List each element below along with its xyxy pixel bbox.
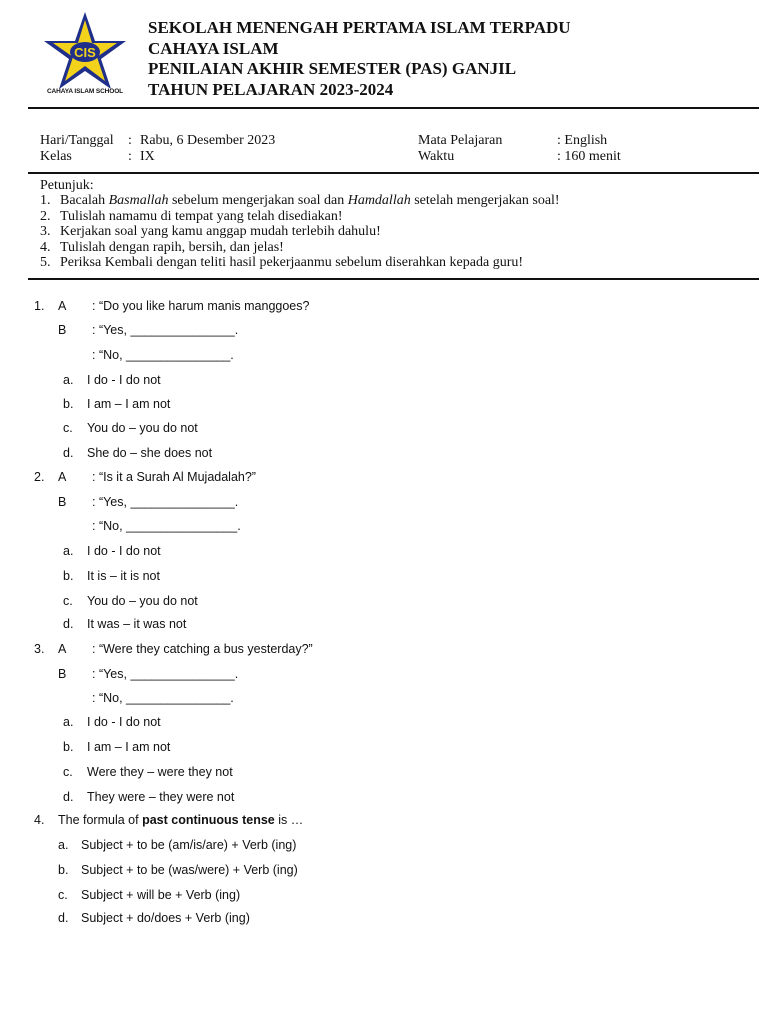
- option-d: They were – they were not: [87, 790, 235, 804]
- option-a: I do - I do not: [87, 544, 161, 558]
- instruction-item: 3. Kerjakan soal yang kamu anggap mudah terlebih dahulu!: [40, 224, 381, 240]
- option-c: You do – you do not: [87, 594, 198, 608]
- option-b: It is – it is not: [87, 569, 160, 583]
- exam-info-right: [418, 133, 621, 164]
- header-line-1: SEKOLAH MENENGAH PERTAMA ISLAM TERPADU: [148, 18, 571, 37]
- instruction-item: 5. Periksa Kembali dengan teliti hasil pekerjaanmu sebelum diserahkan kepada guru!: [40, 255, 524, 271]
- instruction-item: 1. Bacalah Basmallah sebelum mengerjakan soal dan Hamdallah setelah mengerjakan soal!: [40, 193, 560, 209]
- class-value: IX: [140, 148, 155, 164]
- instructions: [40, 178, 560, 270]
- dialogue-a: : “Do you like harum manis manggoes?: [92, 299, 310, 313]
- option-d: Subject + do/does + Verb (ing): [81, 911, 250, 925]
- class-label: Kelas: [40, 148, 72, 164]
- option-a: Subject + to be (am/is/are) + Verb (ing): [81, 838, 297, 852]
- school-header: [148, 18, 571, 100]
- school-logo: [40, 10, 130, 98]
- info-divider: [28, 172, 759, 174]
- dialogue-b-no: : “No, ________________.: [92, 519, 241, 533]
- dialogue-a: : “Were they catching a bus yesterday?”: [92, 642, 313, 656]
- instruction-item: 4. Tulislah dengan rapih, bersih, dan jelas!: [40, 239, 284, 255]
- option-b: I am – I am not: [87, 740, 171, 754]
- dialogue-b-yes: : “Yes, _______________.: [92, 323, 239, 337]
- dialogue-a: : “Is it a Surah Al Mujadalah?”: [92, 470, 256, 484]
- question-number: 1.: [34, 299, 45, 313]
- subject-value: : English: [557, 133, 608, 148]
- question-number: 3.: [34, 642, 45, 656]
- day-date-value: Rabu, 6 Desember 2023: [140, 133, 276, 148]
- question-number: 2.: [34, 470, 45, 484]
- option-c: Were they – were they not: [87, 765, 233, 779]
- dialogue-b-yes: : “Yes, _______________.: [92, 667, 239, 681]
- option-a: I do - I do not: [87, 715, 161, 729]
- dialogue-b-no: : “No, _______________.: [92, 691, 234, 705]
- exam-info-left: Hari/Tanggal : Rabu, 6 Desember 2023 Kelas : IX: [40, 133, 276, 164]
- question-text: The formula of past continuous tense is …: [58, 813, 304, 827]
- option-d: It was – it was not: [87, 617, 187, 631]
- option-c: Subject + will be + Verb (ing): [81, 888, 241, 902]
- instructions-divider: [28, 278, 759, 280]
- dialogue-b-no: : “No, _______________.: [92, 348, 234, 362]
- header-line-2: CAHAYA ISLAM: [148, 38, 279, 58]
- logo-caption: CAHAYA ISLAM SCHOOL: [46, 88, 124, 95]
- instructions-title: Petunjuk:: [40, 178, 94, 193]
- logo-initials: CIS: [74, 45, 96, 60]
- question-number: 4.: [34, 813, 45, 827]
- header-divider: [28, 107, 759, 109]
- time-value: : 160 menit: [557, 148, 621, 164]
- dialogue-b-yes: : “Yes, _______________.: [92, 495, 239, 509]
- time-label: Waktu: [418, 148, 455, 164]
- option-c: You do – you do not: [87, 421, 198, 435]
- option-b: I am – I am not: [87, 397, 171, 411]
- subject-label: Mata Pelajaran: [418, 133, 503, 148]
- option-d: She do – she does not: [87, 446, 213, 460]
- option-b: Subject + to be (was/were) + Verb (ing): [81, 863, 298, 877]
- header-line-4: TAHUN PELAJARAN 2023-2024: [148, 79, 394, 99]
- day-date-label: Hari/Tanggal: [40, 133, 114, 148]
- option-a: I do - I do not: [87, 373, 161, 387]
- header-line-3: PENILAIAN AKHIR SEMESTER (PAS) GANJIL: [148, 59, 517, 78]
- instruction-item: 2. Tulislah namamu di tempat yang telah disediakan!: [40, 208, 343, 224]
